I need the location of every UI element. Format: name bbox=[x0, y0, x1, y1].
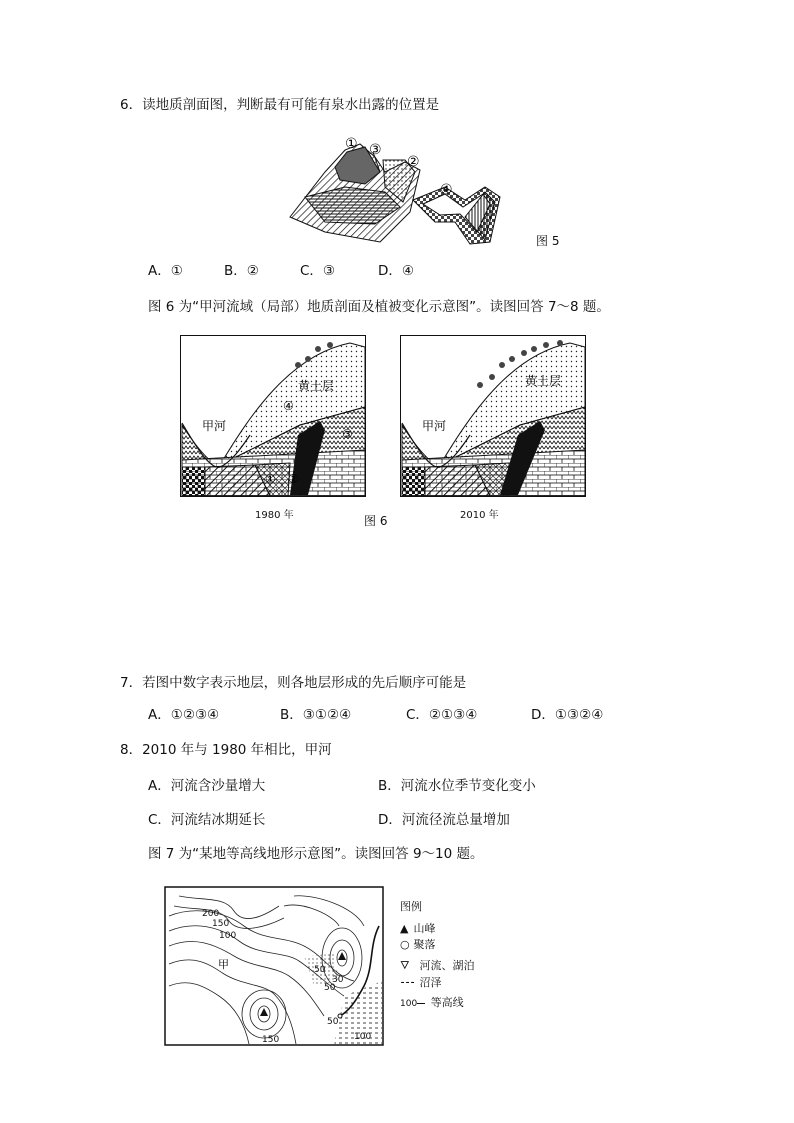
fig6-2010-river-label: 甲河 bbox=[422, 419, 447, 433]
fig6-1980-layer-2: ② bbox=[288, 472, 299, 486]
q7-option-d[interactable]: D．①③②④ bbox=[531, 707, 604, 723]
fig7-contour-label-50a: 50 bbox=[314, 965, 326, 975]
fig6-1980-layer-3: ③ bbox=[342, 427, 353, 441]
fig6-1980-river-label: 甲河 bbox=[202, 419, 227, 433]
fig7-contour-label-50b: 50 bbox=[324, 983, 336, 993]
q8-option-d[interactable]: D．河流径流总量增加 bbox=[378, 812, 510, 828]
q8-option-b[interactable]: B．河流水位季节变化变小 bbox=[378, 778, 536, 794]
fig5-marker-2: ② bbox=[407, 154, 420, 170]
fig6-1980-layer-1: ① bbox=[265, 472, 276, 486]
fig7-contour-label-100: 100 bbox=[219, 931, 237, 941]
fig7-contour-label-100b: 100 bbox=[354, 1032, 372, 1042]
fig6-right-year: 2010 年 bbox=[460, 510, 499, 521]
q6-option-c[interactable]: C．③ bbox=[300, 263, 336, 279]
settlement-icon: ○ bbox=[400, 938, 410, 951]
fig7-legend-peak: ▲ 山峰 bbox=[400, 922, 436, 935]
q8-option-c[interactable]: C．河流结冰期延长 bbox=[148, 812, 266, 828]
fig6-left-year: 1980 年 bbox=[255, 510, 294, 521]
fig7-legend-river-lake: 🜄 河流、湖泊 bbox=[400, 954, 475, 976]
peak-icon: ▲ bbox=[400, 922, 409, 935]
q7-option-c[interactable]: C．②①③④ bbox=[406, 707, 478, 723]
fig6-1980-loess-label: 黄土层 bbox=[298, 379, 335, 393]
fig7-legend-title: 图例 bbox=[400, 900, 422, 913]
fig6-panel-1980 bbox=[180, 335, 366, 497]
q8-option-a[interactable]: A．河流含沙量增大 bbox=[148, 778, 266, 794]
q7-option-b[interactable]: B．③①②④ bbox=[280, 707, 352, 723]
q6-option-d[interactable]: D．④ bbox=[378, 263, 414, 279]
fig6-intro: 图 6 为“甲河流域（局部）地质剖面及植被变化示意图”。读图回答 7～8 题。 bbox=[148, 299, 610, 315]
fig5-label: 图 5 bbox=[536, 234, 560, 248]
fig7-contour-label-50c: 50 bbox=[327, 1017, 339, 1027]
fig6-2010-loess-label: 黄土层 bbox=[525, 374, 562, 388]
q7-option-a[interactable]: A．①②③④ bbox=[148, 707, 220, 723]
fig7-contour-label-200: 200 bbox=[202, 909, 220, 919]
fig7-intro: 图 7 为“某地等高线地形示意图”。读图回答 9～10 题。 bbox=[148, 846, 484, 862]
contour-line-icon: 100 bbox=[400, 999, 418, 1009]
river-lake-icon: 🜄 bbox=[400, 959, 410, 972]
fig7-legend-settlement: ○ 聚落 bbox=[400, 938, 436, 951]
fig7-place-jia: 甲 bbox=[218, 958, 229, 971]
fig7-legend-marsh: ⁃⁃⁃ 沼泽 bbox=[400, 976, 442, 989]
fig6-1980-layer-4: ④ bbox=[283, 399, 294, 413]
q6-option-a[interactable]: A．① bbox=[148, 263, 183, 279]
q6-stem: 6．读地质剖面图，判断最有可能有泉水出露的位置是 bbox=[120, 97, 440, 113]
fig5-marker-4: ④ bbox=[440, 182, 453, 198]
q7-stem: 7．若图中数字表示地层，则各地层形成的先后顺序可能是 bbox=[120, 675, 467, 691]
q8-stem: 8．2010 年与 1980 年相比，甲河 bbox=[120, 742, 332, 758]
marsh-icon: ⁃⁃⁃ bbox=[400, 978, 415, 989]
fig7-contour-label-150: 150 bbox=[212, 919, 230, 929]
q6-option-b[interactable]: B．② bbox=[224, 263, 259, 279]
fig5-marker-1: ① bbox=[345, 136, 358, 152]
fig6-panel-2010 bbox=[400, 335, 586, 497]
fig5-marker-3: ③ bbox=[369, 142, 382, 158]
fig7-contour-label-150b: 150 bbox=[262, 1035, 280, 1045]
fig5-geology-diagram bbox=[285, 132, 510, 247]
fig7-contour-map bbox=[164, 886, 384, 1046]
fig7-contour-label-30: 30 bbox=[332, 975, 344, 985]
fig7-legend-contour: 100 等高线 bbox=[400, 996, 464, 1009]
fig6-caption: 图 6 bbox=[364, 514, 388, 528]
